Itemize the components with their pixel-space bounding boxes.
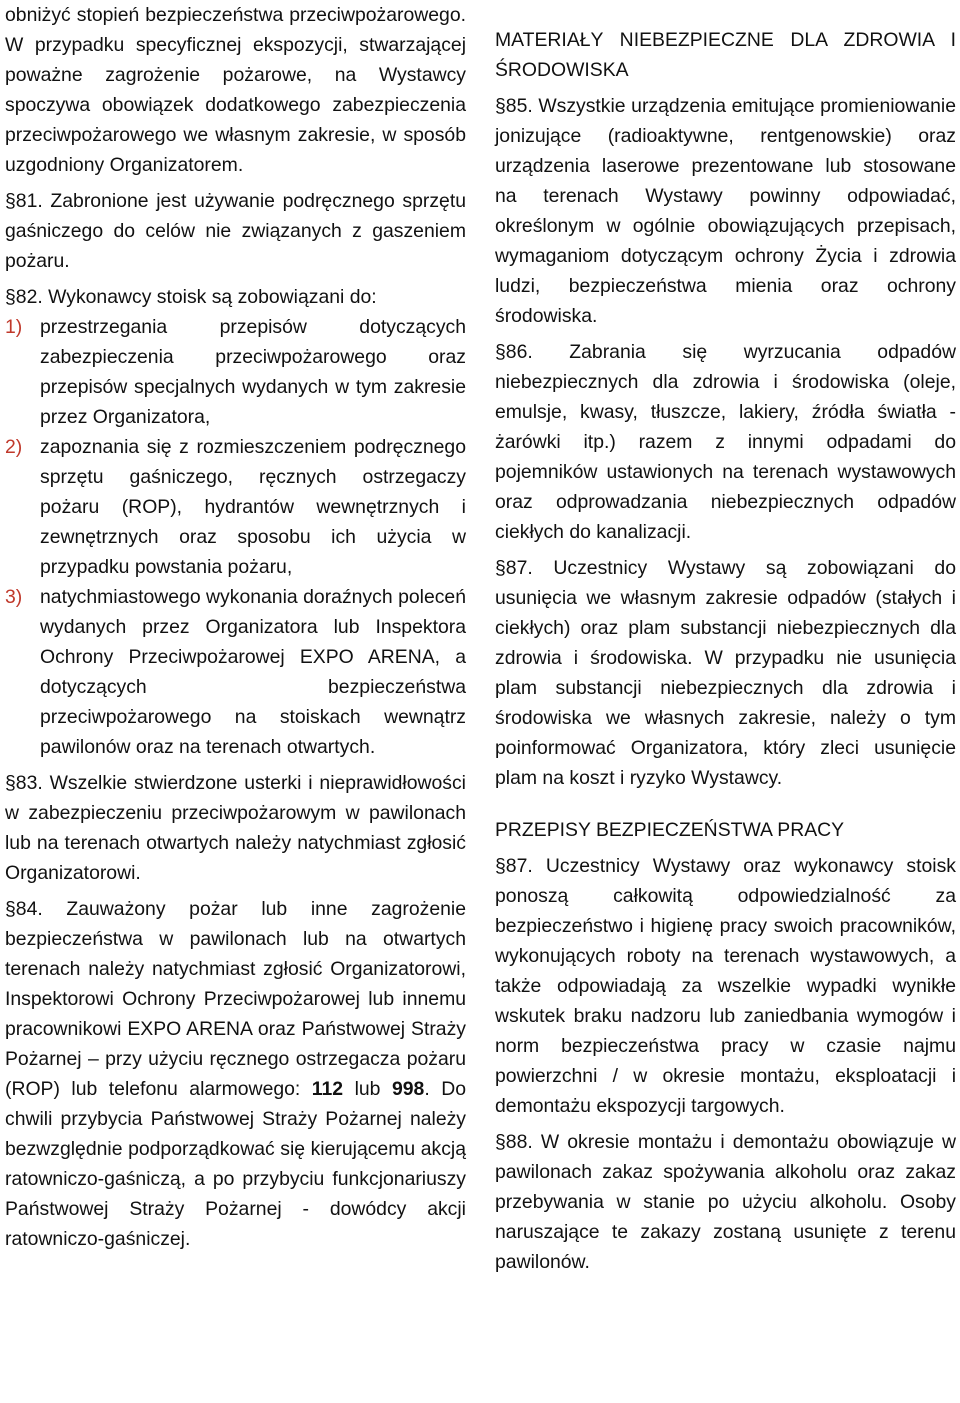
list-item-text: zapoznania się z rozmieszczeniem podręcznego sprzętu gaśniczego, ręcznych ostrzegaczy pożaru (ROP), hydrantów wewnętrznych i zewnętrznych oraz sposobu ich użycia w przypadku powstania pożaru, <box>40 436 466 578</box>
list-number: 2) <box>5 436 23 458</box>
list-item-text: natychmiastowego wykonania doraźnych poleceń wydanych przez Organizatora lub Inspektora Ochrony Przeciwpożarowej EXPO ARENA, a dotyczących bezpieczeństwa przeciwpożarowego na stoiskach wewnątrz pawilonów oraz na terenach otwartych. <box>40 586 466 758</box>
list-item <box>5 432 466 582</box>
emergency-number-112: 112 <box>311 1078 344 1100</box>
left-column <box>5 0 466 1260</box>
list-number: 3) <box>5 586 23 608</box>
paragraph-88: §88. W okresie montażu i demontażu obowiązuje w pawilonach zakaz spożywania alkoholu oraz zakaz przebywania w stanie po użyciu alkoholu. Osoby naruszające te zakazy zostaną usunięte z terenu pawilonów. <box>495 1131 956 1273</box>
paragraph-83: §83. Wszelkie stwierdzone usterki i nieprawidłowości w zabezpieczeniu przeciwpożarowym w pawilonach lub na terenach otwartych należy natychmiast zgłosić Organizatorowi. <box>5 772 466 884</box>
section-heading-hazardous-materials: MATERIAŁY NIEBEZPIECZNE DLA ZDROWIA I ŚRODOWISKA <box>495 29 956 81</box>
right-column <box>495 25 956 1283</box>
list-number: 1) <box>5 316 23 338</box>
list-item <box>5 582 466 762</box>
paragraph-82-list <box>5 312 466 762</box>
paragraph-86: §86. Zabrania się wyrzucania odpadów niebezpiecznych dla zdrowia i środowiska (oleje, emulsje, kwasy, tłuszcze, lakiery, źródła światła - żarówki itp.) razem z innymi odpadami do pojemników ustawionych na terenach wystawowych oraz odprowadzania niebezpiecznych odpadów ciekłych do kanalizacji. <box>495 341 956 543</box>
paragraph-84-text-b: lub <box>343 1078 392 1100</box>
emergency-number-998: 998 <box>391 1078 425 1100</box>
section-heading-work-safety: PRZEPISY BEZPIECZEŃSTWA PRACY <box>495 819 845 841</box>
paragraph-82-intro: §82. Wykonawcy stoisk są zobowiązani do: <box>5 286 377 308</box>
paragraph-84-text-c: . Do chwili przybycia Państwowej Straży Pożarnej należy bezwzględnie podporządkować się kierującemu akcją ratowniczo-gaśniczą, a po przybyciu funkcjonariuszy Państwowej Straży Pożarnej - dowódcy akcji ratowniczo-gaśniczej. <box>5 1078 466 1250</box>
paragraph-84 <box>5 894 466 1254</box>
paragraph-84-text-a: §84. Zauważony pożar lub inne zagrożenie bezpieczeństwa w pawilonach lub na otwartych terenach należy natychmiast zgłosić Organizatorowi, Inspektorowi Ochrony Przeciwpożarowej lub innemu pracownikowi EXPO ARENA oraz Państwowej Straży Pożarnej – przy użyciu ręcznego ostrzegacza pożaru (ROP) lub telefonu alarmowego: <box>5 898 466 1100</box>
paragraph-87-waste: §87. Uczestnicy Wystawy są zobowiązani do usunięcia we własnym zakresie odpadów (stałych i ciekłych) oraz plam substancji niebezpiecznych dla zdrowia i środowiska. W przypadku nie usunięcia plam substancji niebezpiecznych dla zdrowia i środowiska we własnych zakresie, należy o tym poinformować Organizatora, który zleci usunięcie plam na koszt i ryzyko Wystawcy. <box>495 557 956 789</box>
paragraph-intro: obniżyć stopień bezpieczeństwa przeciwpożarowego. W przypadku specyficznej ekspozycji, stwarzającej poważne zagrożenie pożarowe, na Wystawcy spoczywa obowiązek dodatkowego zabezpieczenia przeciwpożarowego we własnym zakresie, w sposób uzgodniony Organizatorem. <box>5 4 466 176</box>
list-item <box>5 312 466 432</box>
paragraph-81: §81. Zabronione jest używanie podręcznego sprzętu gaśniczego do celów nie związanych z gaszeniem pożaru. <box>5 190 466 272</box>
paragraph-85: §85. Wszystkie urządzenia emitujące promieniowanie jonizujące (radioaktywne, rentgenowskie) oraz urządzenia laserowe prezentowane lub stosowane na terenach Wystawy powinny odpowiadać, określonym w ogólnie obowiązujących przepisach, wymaganiom dotyczącym ochrony Życia i zdrowia ludzi, bezpieczeństwa mienia oraz ochrony środowiska. <box>495 95 956 327</box>
list-item-text: przestrzegania przepisów dotyczących zabezpieczenia przeciwpożarowego oraz przepisów specjalnych wydanych w tym zakresie przez Organizatora, <box>40 316 466 428</box>
paragraph-87-safety: §87. Uczestnicy Wystawy oraz wykonawcy stoisk ponoszą całkowitą odpowiedzialność za bezpieczeństwo i higienę pracy swoich pracowników, wykonujących roboty na terenach wystawowych, a także odpowiadają za wszelkie wypadki wynikłe wskutek braku nadzoru lub zaniedbania wymogów i norm bezpieczeństwa pracy w czasie najmu powierzchni / w okresie montażu, eksploatacji i demontażu ekspozycji targowych. <box>495 855 956 1117</box>
